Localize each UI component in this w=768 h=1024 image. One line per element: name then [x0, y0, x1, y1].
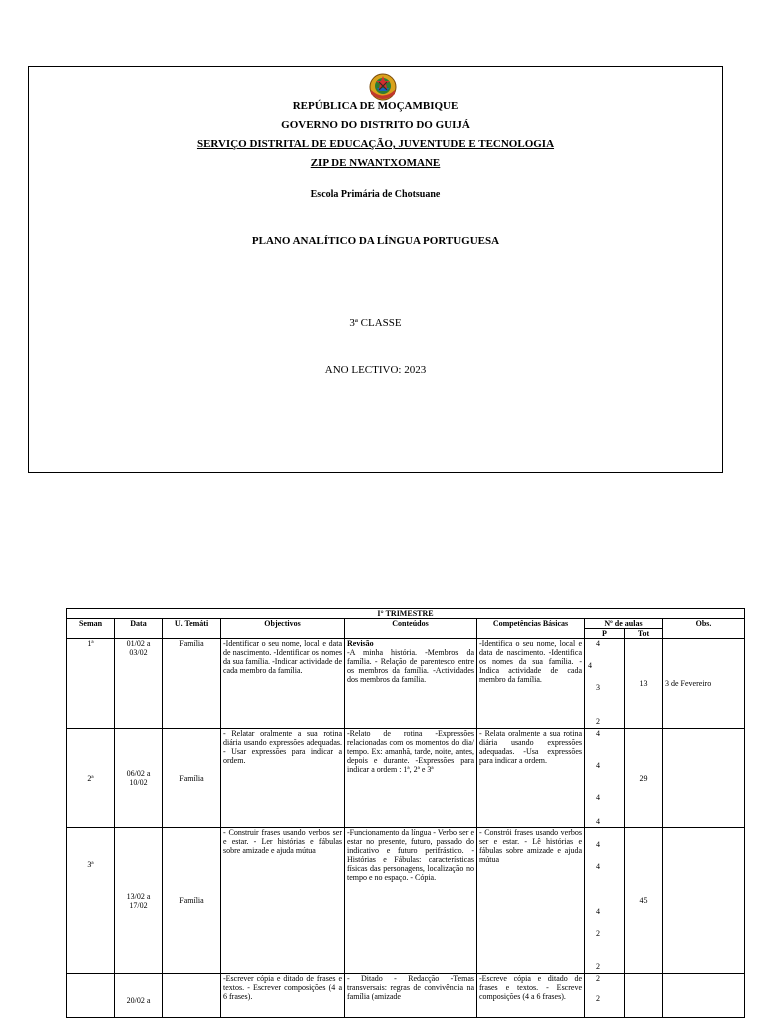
lessons-p-header: P: [585, 629, 625, 639]
grade-label: 3ª CLASSE: [349, 317, 402, 329]
date-cell: 01/02 a 03/02: [115, 639, 163, 729]
contents-header: Conteúdos: [345, 619, 477, 639]
competencies-cell: [477, 828, 585, 974]
lesson-count: 4: [596, 862, 600, 871]
date-label: 20/02 a: [126, 996, 151, 1005]
lesson-count: 4: [596, 761, 600, 770]
competencies-cell: -Escreve cópia e ditado de frases e textos. - Escreve composições (4 a 6 frases).: [477, 974, 585, 1018]
lesson-count: 4: [596, 639, 600, 648]
obs-cell: [663, 729, 745, 828]
date-cell: 13/02 a 17/02: [115, 828, 163, 974]
competencies-cell: - Relata oralmente a sua rotina diária usando expressões adequadas. -Usa expressões para indicar a ordem.: [477, 729, 585, 828]
lesson-count: 3: [596, 683, 600, 692]
obs-cell: [663, 974, 745, 1018]
service-name: SERVIÇO DISTRITAL DE EDUCAÇÃO, JUVENTUDE E TECNOLOGIA: [196, 138, 555, 150]
obs-header: Obs.: [663, 619, 745, 639]
week-header: Seman: [67, 619, 115, 639]
lesson-count: 4: [596, 793, 600, 802]
contents-text: -A minha história. -Membros da família. - Relação de parentesco entre os membros da família. -Actividades dos membros da família.: [347, 648, 474, 684]
competencies-text: - Constrói frases usando verbos ser e estar. - Lê histórias e fábulas sobre amizade e ajuda mútua: [479, 828, 582, 864]
competencies-cell: -Identifica o seu nome, local e data de nascimento. -Identifica os nomes da sua família. -Indica actividade de cada membro da família.: [477, 639, 585, 729]
lesson-count: 2: [596, 929, 600, 938]
school-name: Escola Primária de Chotsuane: [310, 189, 441, 200]
unit-cell: Família: [163, 828, 221, 974]
lessons-p-cell: [585, 974, 625, 1018]
lesson-count: 2: [596, 717, 600, 726]
obs-cell: [663, 828, 745, 974]
zip-name: ZIP DE NWANTXOMANE: [310, 157, 441, 169]
objectives-cell: - Construir frases usando verbos ser e estar. - Ler histórias e fábulas sobre amizade e ajuda mútua: [221, 828, 345, 974]
lesson-count: 4: [596, 907, 600, 916]
lessons-tot-cell: 13: [625, 639, 663, 729]
obs-cell: 3 de Fevereiro: [663, 639, 745, 729]
lesson-count: 4: [596, 729, 600, 738]
unit-header: U. Temáti: [163, 619, 221, 639]
week-cell: 2ª: [67, 729, 115, 828]
table-row: [67, 639, 745, 729]
lesson-count: 4: [596, 817, 600, 826]
week-cell: [67, 828, 115, 974]
lessons-p-cell: [585, 639, 625, 729]
lesson-count: 4: [588, 661, 592, 670]
contents-cell: - Ditado - Redacção -Temas transversais: regras de convivência na família (amizade: [345, 974, 477, 1018]
plan-title: PLANO ANALÍTICO DA LÍNGUA PORTUGUESA: [251, 235, 500, 247]
country-name: REPÚBLICA DE MOÇAMBIQUE: [292, 100, 459, 112]
government-name: GOVERNO DO DISTRITO DO GUIJÁ: [281, 119, 470, 131]
lessons-p-cell: [585, 828, 625, 974]
unit-cell: Família: [163, 729, 221, 828]
trimester-header: I° TRIMESTRE: [67, 609, 745, 619]
objectives-cell: - Relatar oralmente a sua rotina diária usando expressões adequadas. - Usar expressões para indicar a ordem.: [221, 729, 345, 828]
lessons-p-cell: [585, 729, 625, 828]
lessons-tot-cell: 45: [625, 828, 663, 974]
lessons-header: Nº de aulas: [585, 619, 663, 629]
week-cell: 1ª: [67, 639, 115, 729]
week-label: 3ª: [87, 860, 94, 869]
contents-title: Revisão: [347, 639, 374, 648]
unit-cell: [163, 974, 221, 1018]
lessons-tot-cell: [625, 974, 663, 1018]
contents-cell: -Relato de rotina -Expressões relacionadas com os momentos do dia/ tempo. Ex: amanhã, tarde, noite, antes, depois e durante. -Expressões para indicar a ordem : 1ª, 2ª e 3ª: [345, 729, 477, 828]
mozambique-emblem-icon: [367, 70, 399, 102]
lesson-count: 2: [596, 994, 600, 1003]
table-row: [67, 729, 745, 828]
lesson-plan-table: [66, 608, 745, 1018]
week-cell: [67, 974, 115, 1018]
date-cell: 06/02 a 10/02: [115, 729, 163, 828]
contents-cell: -Funcionamento da língua - Verbo ser e estar no presente, futuro, passado do indicativo e futuro perifrástico. - Histórias e Fábulas: características físicas das personagens, localização no tempo e no espaço. - Cópia.: [345, 828, 477, 974]
lesson-count: 2: [596, 962, 600, 971]
table-row: [67, 974, 745, 1018]
date-cell: [115, 974, 163, 1018]
objectives-cell: -Escrever cópia e ditado de frases e textos. - Escrever composições (4 a 6 frases).: [221, 974, 345, 1018]
school-year: ANO LECTIVO: 2023: [324, 364, 427, 376]
contents-cell: [345, 639, 477, 729]
objectives-header: Objectivos: [221, 619, 345, 639]
objectives-cell: -Identificar o seu nome, local e data de nascimento. -Identificar os nomes da sua família. -Indicar actividade de cada membro da família.: [221, 639, 345, 729]
lessons-tot-cell: 29: [625, 729, 663, 828]
unit-cell: Família: [163, 639, 221, 729]
lesson-count: 4: [596, 840, 600, 849]
lesson-count: 2: [596, 974, 600, 983]
competencies-header: Competências Básicas: [477, 619, 585, 639]
date-header: Data: [115, 619, 163, 639]
table-row: [67, 828, 745, 974]
lessons-tot-header: Tot: [625, 629, 663, 639]
